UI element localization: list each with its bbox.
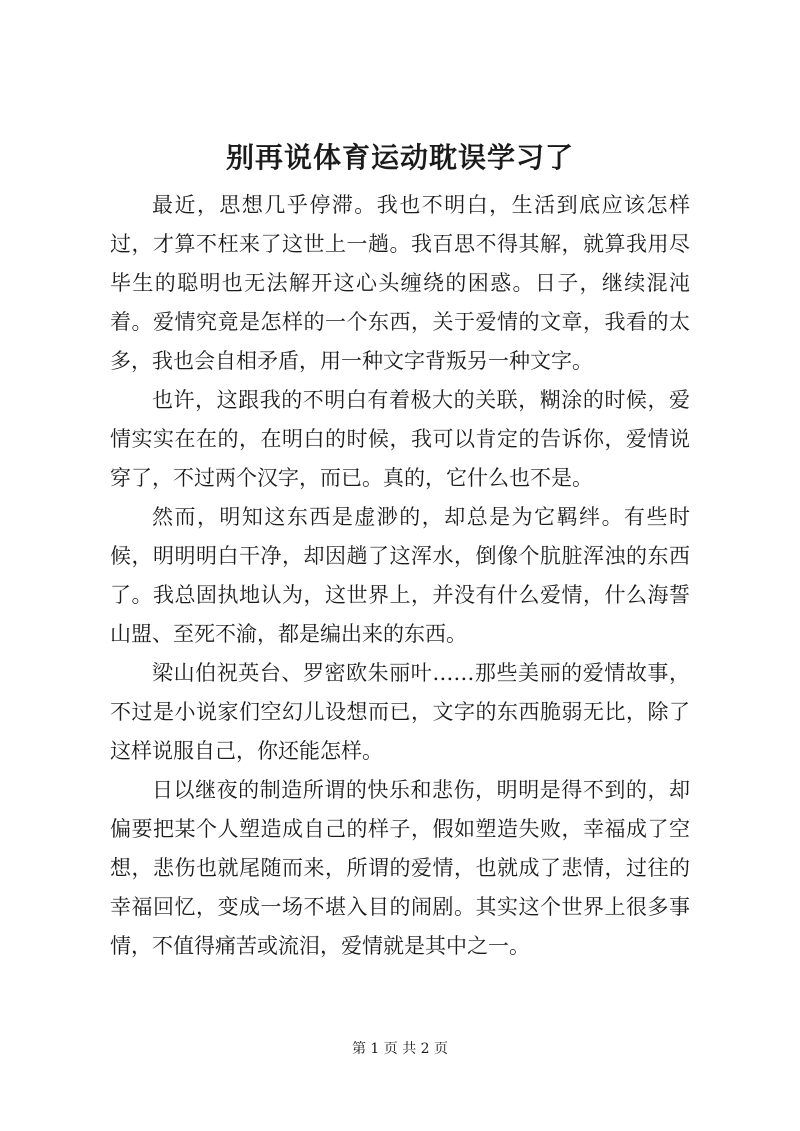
paragraph: 然而，明知这东西是虚渺的，却总是为它羁绊。有些时候，明明明白干净，却因趟了这浑水，倒像个肮脏浑浊的东西了。我总固执地认为，这世界上，并没有什么爱情，什么海誓山盟、至死不渝，都是编出来的东西。 <box>110 505 690 646</box>
paragraph: 梁山伯祝英台、罗密欧朱丽叶……那些美丽的爱情故事，不过是小说家们空幻儿设想而已，文字的东西脆弱无比，除了这样说服自己，你还能怎样。 <box>110 661 690 763</box>
document-title: 别再说体育运动耽误学习了 <box>225 141 574 174</box>
paragraph: 最近，思想几乎停滞。我也不明白，生活到底应该怎样过，才算不枉来了这世上一趟。我百思不得其解，就算我用尽毕生的聪明也无法解开这心头缠绕的困惑。日子，继续混沌着。爱情究竟是怎样的一个东西，关于爱情的文章，我看的太多，我也会自相矛盾，用一种文字背叛另一种文字。 <box>110 193 690 373</box>
document-body <box>110 186 690 966</box>
paragraph: 日以继夜的制造所谓的快乐和悲伤，明明是得不到的，却偏要把某个人塑造成自己的样子，假如塑造失败，幸福成了空想，悲伤也就尾随而来，所谓的爱情，也就成了悲情，过往的幸福回忆，变成一场不堪入目的闹剧。其实这个世界上很多事情，不值得痛苦或流泪，爱情就是其中之一。 <box>110 778 690 958</box>
paragraph: 也许，这跟我的不明白有着极大的关联，糊涂的时候，爱情实实在在的，在明白的时候，我可以肯定的告诉你，爱情说穿了，不过两个汉字，而已。真的，它什么也不是。 <box>110 388 690 490</box>
page-number-footer: 第 1 页 共 2 页 <box>351 1041 449 1057</box>
